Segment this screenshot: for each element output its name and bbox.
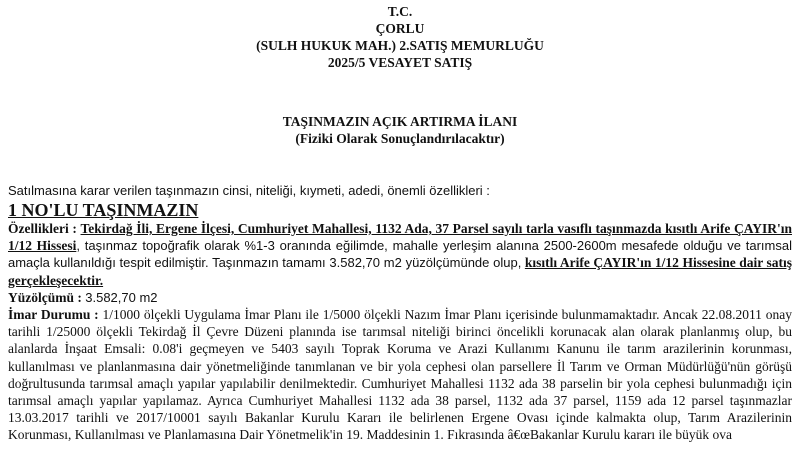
section-title: 1 NO'LU TAŞINMAZIN (8, 200, 199, 220)
intro-text: Satılmasına karar verilen taşınmazın cinsi, niteliği, kıymeti, adedi, önemli özellikleri : (8, 183, 490, 198)
header-line-tc: T.C. (387, 4, 413, 19)
features-label: Özellikleri : (8, 221, 77, 236)
area-paragraph (8, 289, 792, 306)
notice-header (0, 113, 800, 147)
features-bold-text: Tekirdağ İli, Ergene İlçesi, Cumhuriyet Mahallesi, 1132 Ada, 37 Parsel sayılı tarla vasıflı taşınmazda kısıtlı Arife ÇAYIR'ın 1/12 Hissesi (8, 221, 792, 254)
notice-subtitle: (Fiziki Olarak Sonuçlandırılacaktır) (295, 131, 505, 146)
features-text: , taşınmaz topoğrafik olarak %1-3 oranında eğilimde, mahalle yerleşim alanına 2500-2600m mesafede olduğu ve tarımsal amaçla kullanıldığı tespit edilmiştir. Taşınmazın tamamı 3.582,70 m2 yüzölçümünde olup, (8, 238, 792, 271)
header-line-office: (SULH HUKUK MAH.) 2.SATIŞ MEMURLUĞU (256, 38, 544, 53)
header-line-city: ÇORLU (375, 21, 425, 36)
zoning-paragraph (8, 306, 792, 444)
notice-title: TAŞINMAZIN AÇIK ARTIRMA İLANI (282, 114, 518, 129)
features-bold-end: kısıtlı Arife ÇAYIR'ın 1/12 Hissesine dair satış gerçekleşecektir. (8, 255, 792, 288)
header-line-case-number: 2025/5 VESAYET SATIŞ (327, 55, 473, 70)
area-label: Yüzölçümü : (8, 289, 82, 305)
zoning-text: 1/1000 ölçekli Uygulama İmar Planı ile 1/5000 ölçekli Nazım İmar Planı içerisinde bulunmamaktadır. Ancak 22.08.2011 onay tarihli 1/25000 ölçekli Tekirdağ İl Çevre Düzeni planında ise tarımsal niteliği birinci öncelikli korunacak alan olarak planlanmış olup, bu alanlarda İnşaat Emsali: 0.08'i geçmeyen ve 5403 sayılı Toprak Koruma ve Arazi Kullanımı Kanunu ile tarım arazilerinin korunması, kullanılması ve planlanmasına dair yönetmeliğinde tanımlanan ve bir yola cephesi olan parsellere İl Tarım ve Orman Müdürlüğü'nün görüşü doğrultusunda tarımsal amaçlı yapılar yapılabilir denilmektedir. Cumhuriyet Mahallesi 1132 ada 38 parselin bir yola cephesi bulunmadığı için tarımsal amaçlı yapılar yapılamaz. Ayrıca Cumhuriyet Mahallesi 1132 ada 38 parsel, 1132 ada 37 parsel, 1159 ada 12 parsel taşınmazlar 13.03.2017 tarihli ve 2017/10001 sayılı Bakanlar Kurulu Kararı ile belirlenen Ergene Ovası içinde kalmakta olup, Tarım Arazilerinin Korunması, Kullanılması ve Planlamasına Dair Yönetmelik'in 19. Maddesinin 1. Fıkrasında â€œBakanlar Kurulu kararı ile büyük ova (8, 307, 793, 443)
features-paragraph (8, 220, 792, 289)
court-header (0, 3, 800, 71)
zoning-label: İmar Durumu : (8, 307, 99, 323)
area-value: 3.582,70 m2 (85, 289, 158, 305)
property-details (8, 220, 792, 444)
